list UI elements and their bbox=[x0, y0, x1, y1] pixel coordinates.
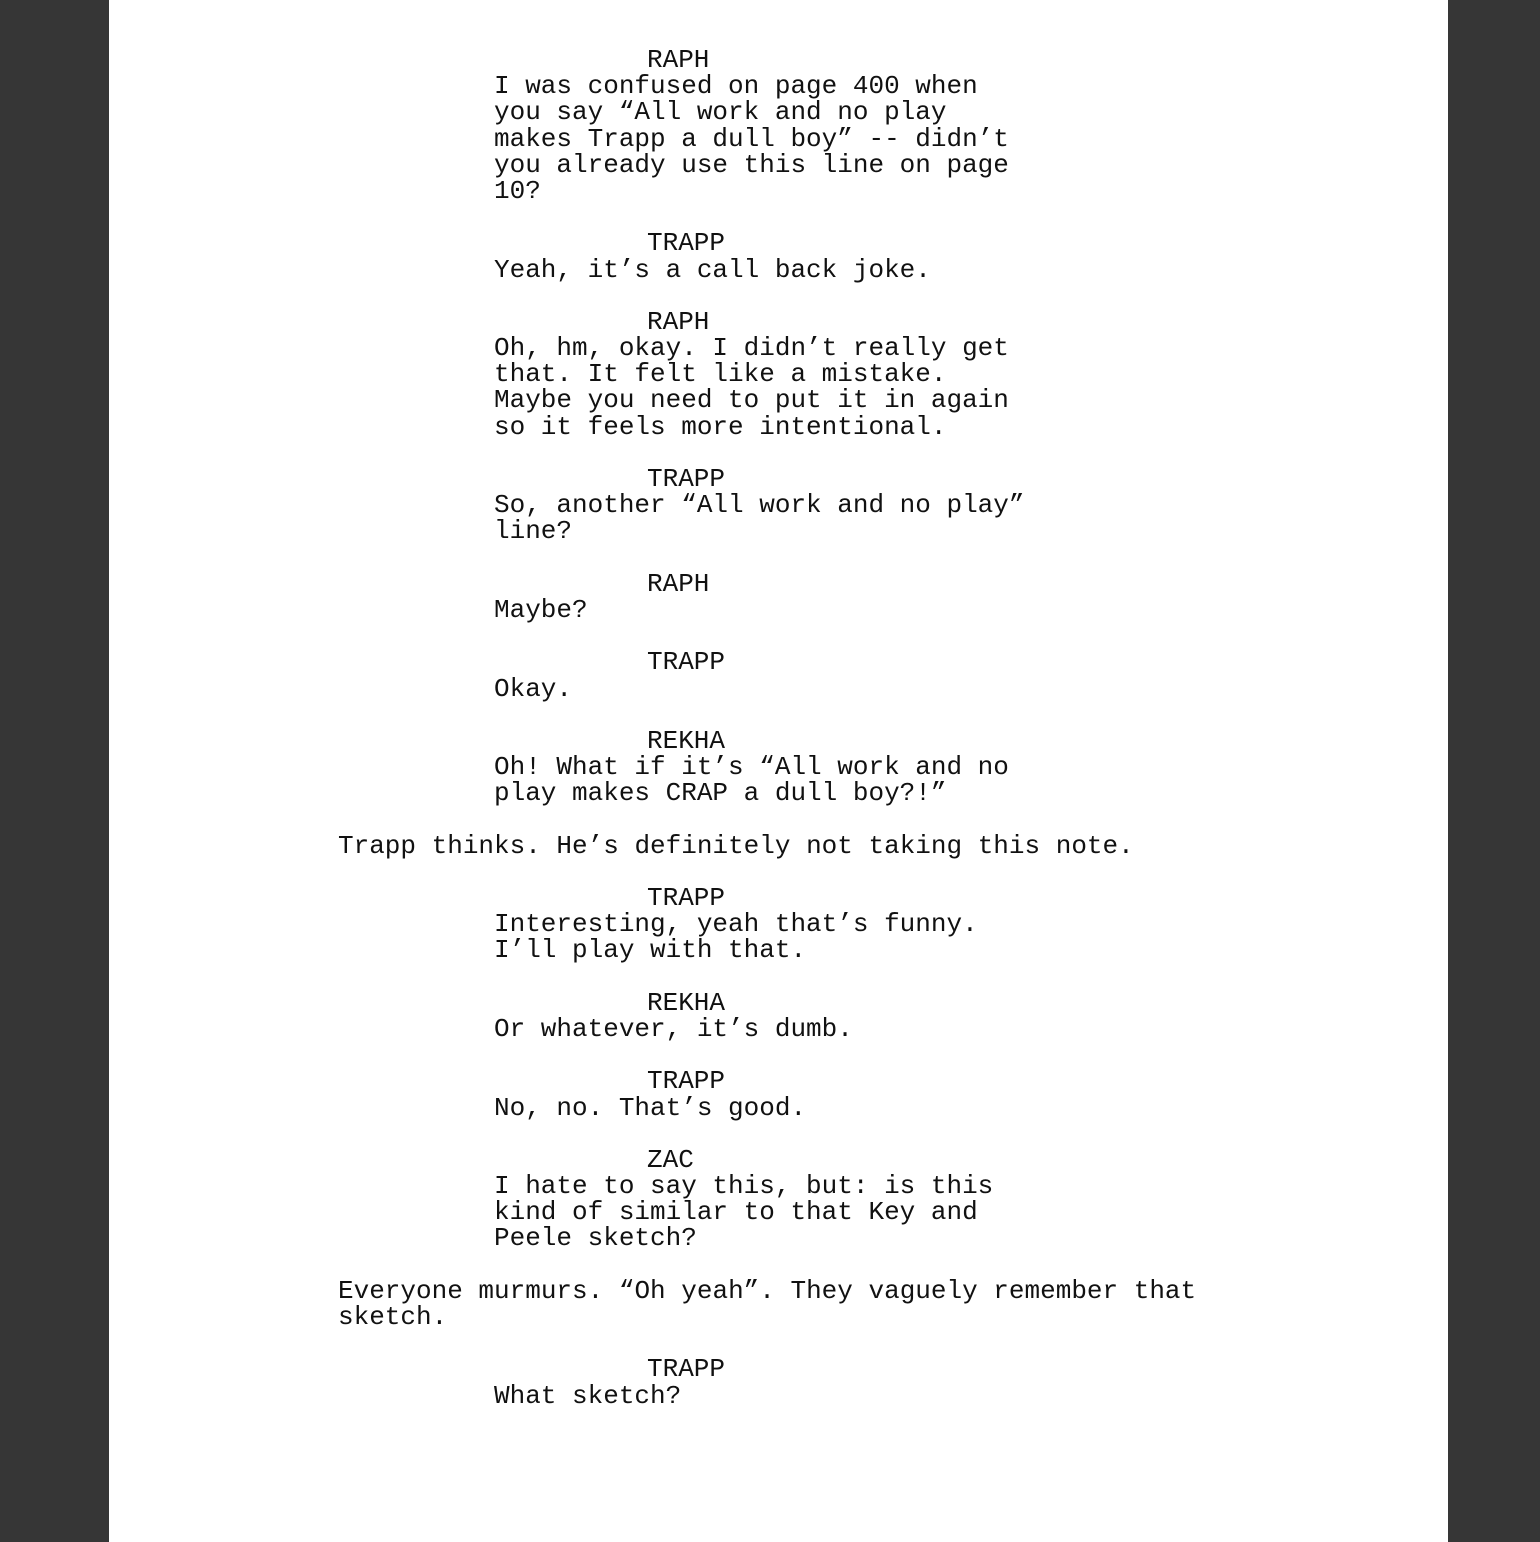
dialogue-line: so it feels more intentional. bbox=[494, 411, 947, 442]
character-name: RAPH bbox=[647, 306, 710, 337]
block-spacer bbox=[109, 859, 1448, 885]
character-name: TRAPP bbox=[647, 228, 726, 259]
block-spacer bbox=[109, 283, 1448, 309]
dialogue-line: line? bbox=[494, 516, 573, 547]
dialogue-line: Or whatever, it’s dumb. bbox=[494, 1013, 853, 1044]
block-spacer bbox=[109, 1042, 1448, 1068]
dialogue-line: makes Trapp a dull boy” -- didn’t bbox=[494, 123, 1009, 154]
block-spacer bbox=[109, 204, 1448, 230]
screenplay-body bbox=[109, 47, 1448, 1409]
block-spacer bbox=[109, 806, 1448, 832]
dialogue-line: What sketch? bbox=[494, 1380, 682, 1411]
dialogue-line: 10? bbox=[494, 175, 541, 206]
dialogue-line: No, no. That’s good. bbox=[494, 1092, 807, 1123]
dialogue-block bbox=[109, 47, 1448, 204]
character-name: TRAPP bbox=[647, 883, 726, 913]
action-block bbox=[109, 1275, 1448, 1332]
dialogue-line: Yeah, it’s a call back joke. bbox=[494, 254, 931, 285]
character-name: RAPH bbox=[647, 45, 710, 75]
dialogue-line: Okay. bbox=[494, 673, 573, 704]
block-spacer bbox=[109, 1330, 1448, 1356]
dialogue-line: Maybe? bbox=[494, 594, 588, 625]
dialogue-line: I’ll play with that. bbox=[494, 935, 807, 966]
dialogue-line: So, another “All work and no play” bbox=[494, 490, 1025, 521]
character-name: ZAC bbox=[647, 1144, 694, 1175]
action-line: sketch. bbox=[338, 1302, 448, 1332]
script-page bbox=[109, 0, 1448, 1542]
dialogue-line: Interesting, yeah that’s funny. bbox=[494, 909, 978, 940]
dialogue-line: Oh! What if it’s “All work and no bbox=[494, 752, 1009, 783]
character-name: REKHA bbox=[647, 725, 726, 756]
block-spacer bbox=[109, 1252, 1448, 1278]
dialogue-line: you say “All work and no play bbox=[494, 97, 947, 128]
dialogue-block bbox=[109, 725, 1448, 809]
character-name: TRAPP bbox=[647, 464, 726, 494]
character-name: REKHA bbox=[647, 987, 726, 1018]
dialogue-block bbox=[109, 1354, 1448, 1411]
dialogue-block bbox=[109, 1066, 1448, 1123]
character-name: TRAPP bbox=[647, 647, 726, 678]
dialogue-line: you already use this line on page bbox=[494, 149, 1009, 180]
dialogue-line: kind of similar to that Key and bbox=[494, 1197, 978, 1228]
dialogue-line: Peele sketch? bbox=[494, 1223, 697, 1254]
character-name: RAPH bbox=[647, 568, 710, 599]
character-name: TRAPP bbox=[647, 1066, 726, 1097]
dialogue-line: play makes CRAP a dull boy?!” bbox=[494, 778, 947, 809]
dialogue-line: Oh, hm, okay. I didn’t really get bbox=[494, 333, 1009, 364]
action-line: Everyone murmurs. “Oh yeah”. They vaguely remember that bbox=[338, 1275, 1197, 1306]
dialogue-line: that. It felt like a mistake. bbox=[494, 359, 947, 390]
dialogue-block bbox=[109, 228, 1448, 285]
dialogue-block bbox=[109, 568, 1448, 625]
dialogue-block bbox=[109, 885, 1448, 964]
dialogue-line: Maybe you need to put it in again bbox=[494, 385, 1009, 416]
block-spacer bbox=[109, 440, 1448, 466]
dialogue-block bbox=[109, 466, 1448, 545]
block-spacer bbox=[109, 964, 1448, 990]
action-block bbox=[109, 830, 1448, 861]
block-spacer bbox=[109, 623, 1448, 649]
dialogue-block bbox=[109, 987, 1448, 1044]
dialogue-line: I was confused on page 400 when bbox=[494, 71, 978, 102]
block-spacer bbox=[109, 545, 1448, 571]
dialogue-line: I hate to say this, but: is this bbox=[494, 1171, 994, 1202]
dialogue-block bbox=[109, 1144, 1448, 1254]
dialogue-block bbox=[109, 306, 1448, 442]
character-name: TRAPP bbox=[647, 1354, 726, 1385]
block-spacer bbox=[109, 1121, 1448, 1147]
block-spacer bbox=[109, 702, 1448, 728]
dialogue-block bbox=[109, 647, 1448, 704]
action-line: Trapp thinks. He’s definitely not taking this note. bbox=[338, 830, 1134, 861]
